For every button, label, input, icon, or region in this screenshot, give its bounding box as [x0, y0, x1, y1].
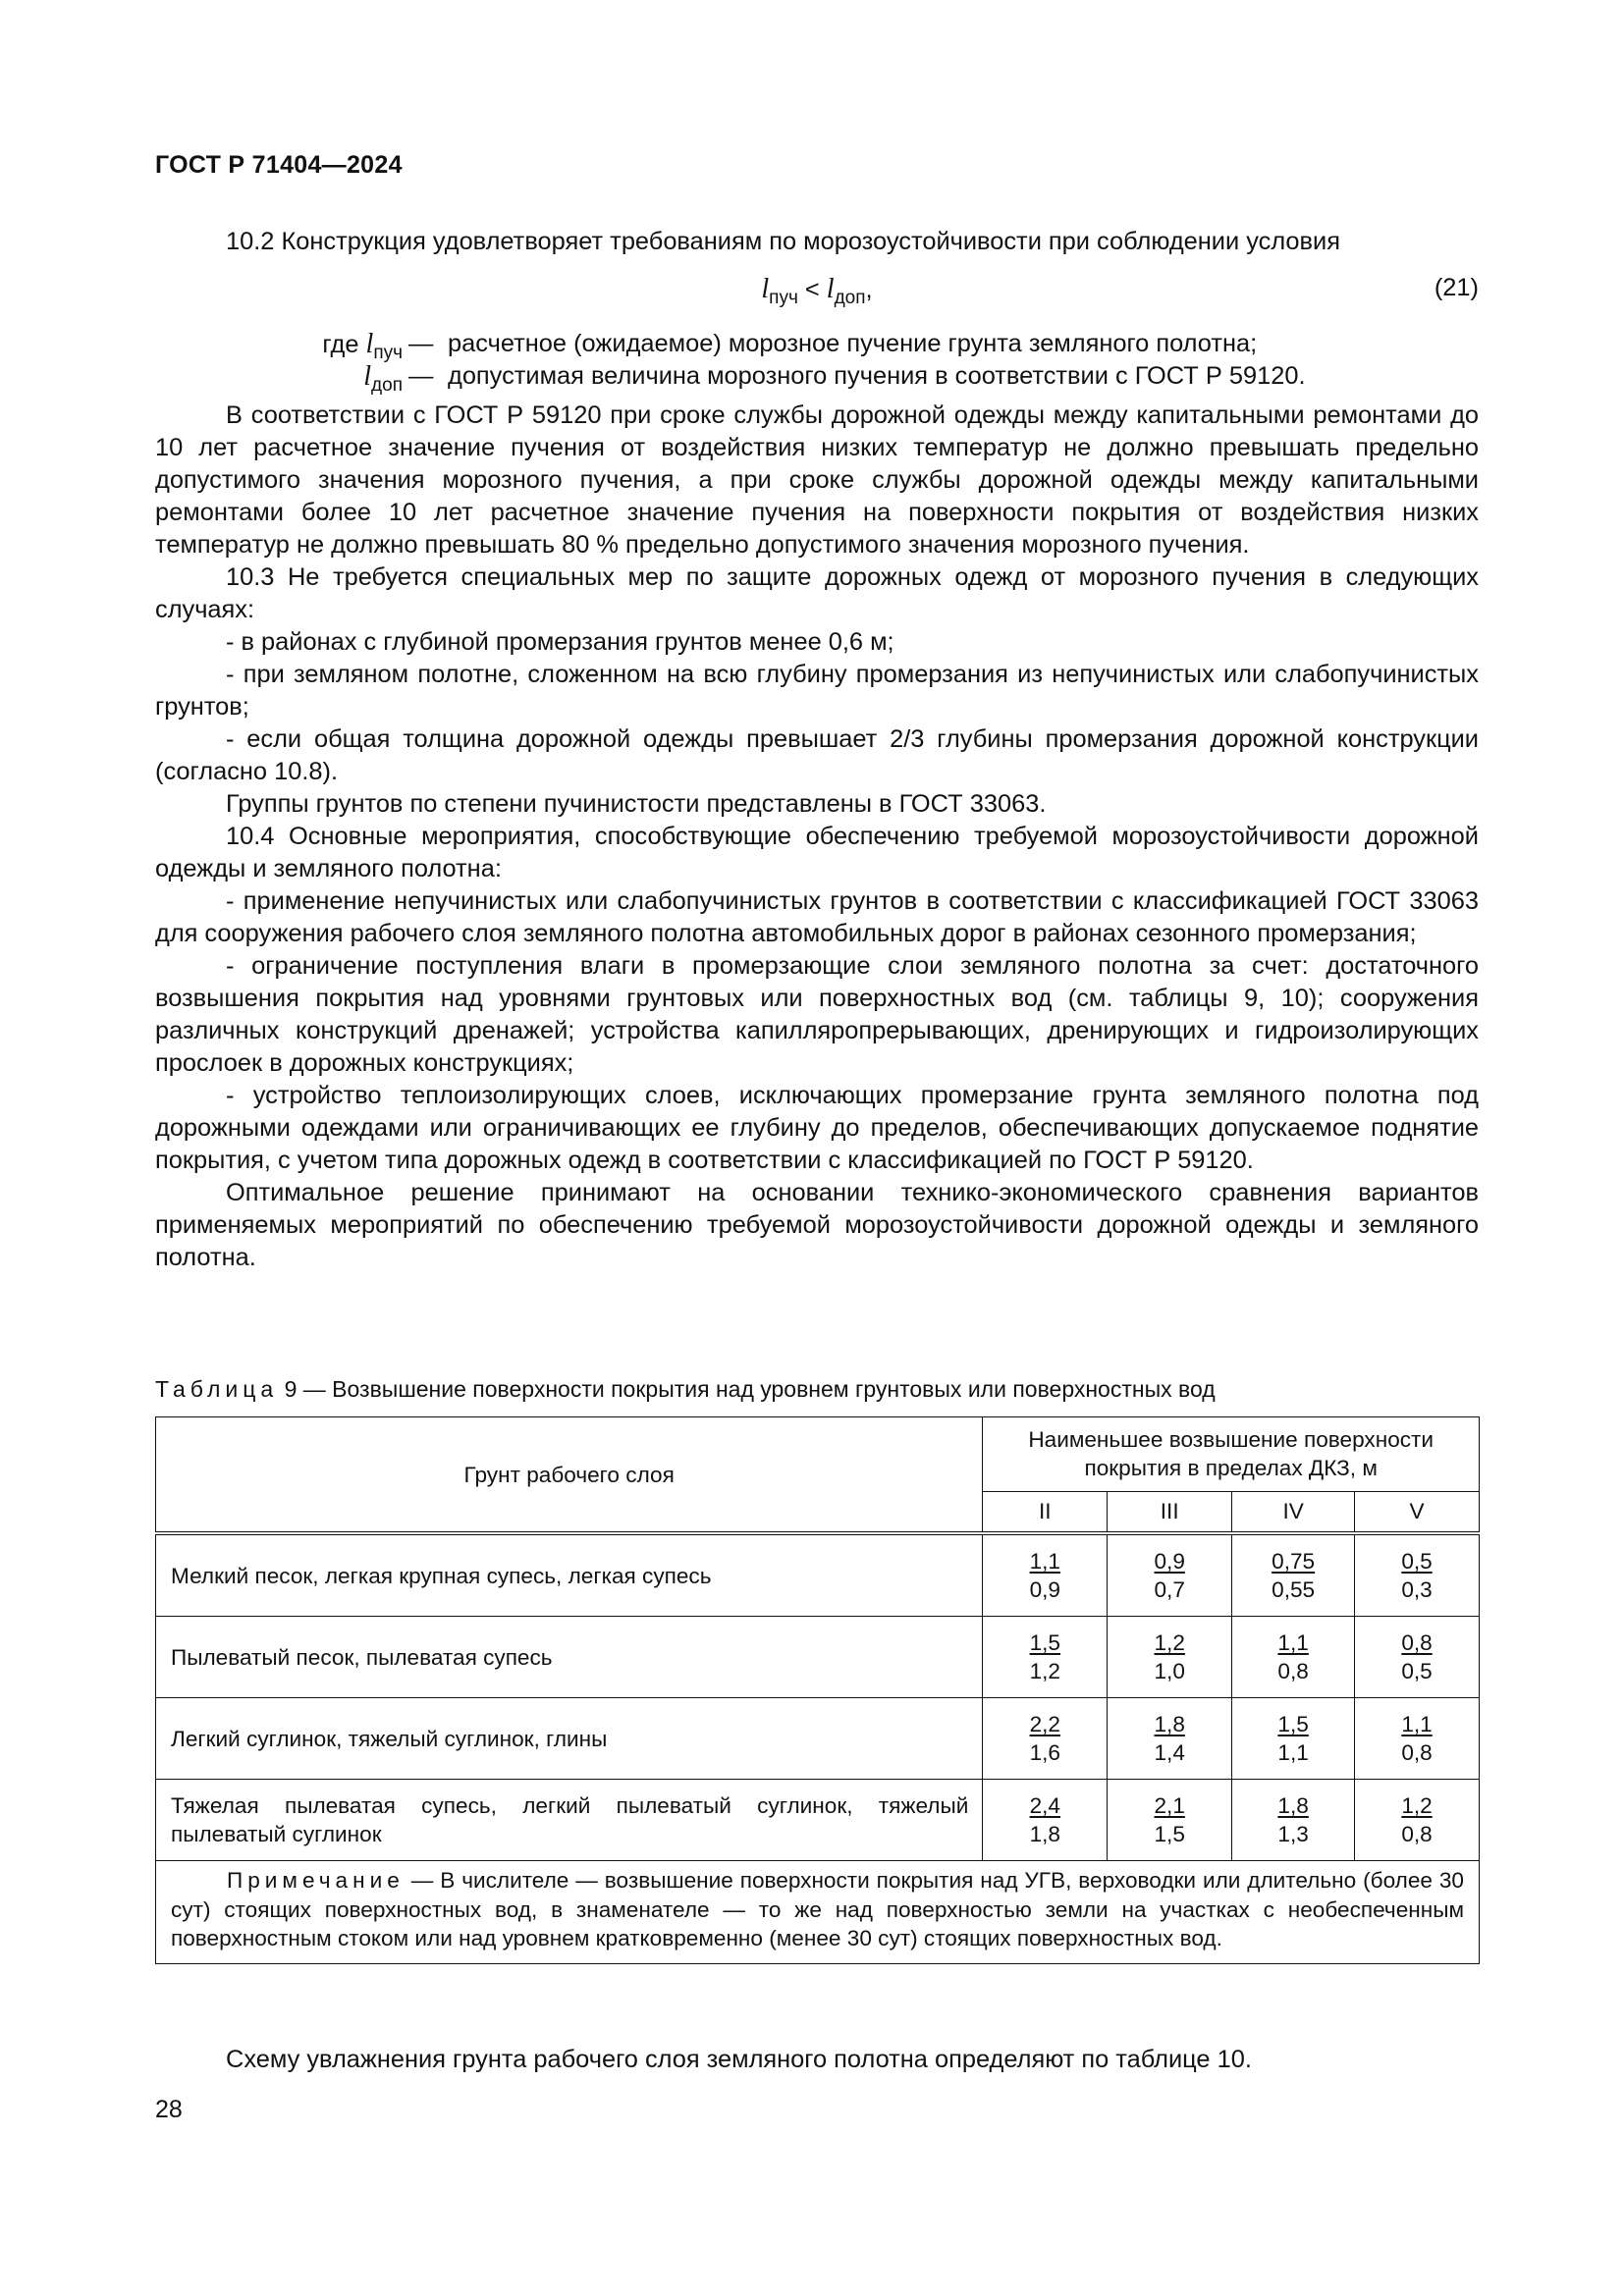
standard-header: ГОСТ Р 71404—2024	[155, 151, 403, 179]
value-cell	[983, 1698, 1108, 1780]
zone-header: V	[1355, 1491, 1480, 1533]
body-text	[155, 400, 1479, 1274]
col-soil-header: Грунт рабочего слоя	[156, 1417, 983, 1534]
list-item: - применение непучинистых или слабопучинистых грунтов в соответствии с классификацией ГОСТ 33063 для сооружения рабочего слоя земляного полотна автомобильных дорог в районах сезонного промерзания;	[155, 887, 1479, 947]
where-dash: —	[408, 362, 434, 390]
list-item: - в районах с глубиной промерзания грунтов менее 0,6 м;	[226, 628, 894, 656]
fraction	[1272, 1547, 1315, 1604]
where-dash: —	[408, 330, 434, 357]
value-cell	[983, 1780, 1108, 1861]
value-cell	[1232, 1698, 1355, 1780]
formula-number: (21)	[1434, 274, 1479, 301]
denominator: 1,2	[1029, 1659, 1060, 1683]
denominator: 0,8	[1401, 1822, 1433, 1846]
value-cell	[1108, 1617, 1232, 1698]
numerator: 1,1	[1277, 1630, 1309, 1655]
denominator: 0,8	[1401, 1740, 1433, 1765]
numerator: 0,75	[1272, 1549, 1316, 1574]
list-item: - ограничение поступления влаги в промерзающие слои земляного полотна за счет: достаточного возвышения покрытия над уровнями грунтовых или поверхностных вод (см. таблицы 9, 10); сооружения различных конструкций дренажей; устройства капилляропрерывающих, дренирующих и гидроизолирующих прослоек в дорожных конструкциях;	[155, 952, 1479, 1077]
numerator: 1,5	[1277, 1712, 1309, 1736]
where-description: расчетное (ожидаемое) морозное пучение грунта земляного полотна;	[448, 330, 1258, 357]
fraction	[1277, 1629, 1308, 1685]
denominator: 1,4	[1154, 1740, 1185, 1765]
value-cell	[1355, 1698, 1480, 1780]
numerator: 1,8	[1154, 1712, 1185, 1736]
value-cell	[983, 1617, 1108, 1698]
paragraph: Схему увлажнения грунта рабочего слоя земляного полотна определяют по таблице 10.	[226, 2046, 1252, 2073]
paragraph: 10.3 Не требуется специальных мер по защите дорожных одежд от морозного пучения в следующих случаях:	[155, 563, 1479, 623]
final-paragraph	[155, 2044, 1479, 2076]
table-9	[155, 1416, 1480, 1964]
note-label: Примечание	[227, 1868, 405, 1893]
where-subscript: пуч	[373, 343, 403, 363]
formula-relation: <	[797, 276, 827, 303]
where-prefix: где	[322, 331, 366, 358]
value-cell	[1355, 1617, 1480, 1698]
table-caption-word: Таблица	[155, 1376, 279, 1402]
note-text: — В числителе — возвышение поверхности покрытия над УГВ, верховодки или длительно (более 30 сут) стоящих поверхностных вод, в знаменателе — то же над поверхностью земли на участках с необеспеченным поверхностным стоком или над уровнем кратковременно (менее 30 сут) стоящих поверхностных вод.	[171, 1868, 1464, 1950]
paragraph: В соответствии с ГОСТ Р 59120 при сроке службы дорожной одежды между капитальными ремонтами до 10 лет расчетное значение пучения от воздействия низких температур не должно превышать предельно допустимого значения морозного пучения, а при сроке службы дорожной одежды между капитальными ремонтами более 10 лет расчетное значение пучения на поверхности покрытия от воздействия низких температур не должно превышать 80 % предельно допустимого значения морозного пучения.	[155, 401, 1479, 559]
denominator: 0,8	[1277, 1659, 1309, 1683]
denominator: 0,55	[1272, 1577, 1316, 1602]
value-cell	[1108, 1533, 1232, 1617]
fraction	[1401, 1710, 1432, 1767]
fraction	[1277, 1710, 1308, 1767]
numerator: 1,1	[1401, 1712, 1433, 1736]
fraction	[1154, 1629, 1184, 1685]
denominator: 1,3	[1277, 1822, 1309, 1846]
table-caption-text: 9 — Возвышение поверхности покрытия над уровнем грунтовых или поверхностных вод	[278, 1376, 1216, 1402]
table-caption	[155, 1376, 1216, 1403]
denominator: 0,5	[1401, 1659, 1433, 1683]
table-row	[156, 1698, 1480, 1780]
numerator: 1,8	[1277, 1793, 1309, 1818]
denominator: 0,9	[1029, 1577, 1060, 1602]
zone-header: IV	[1232, 1491, 1355, 1533]
table-note	[156, 1861, 1480, 1964]
where-subscript: доп	[371, 375, 403, 396]
fraction	[1030, 1710, 1060, 1767]
fraction	[1277, 1791, 1308, 1848]
table-row	[156, 1780, 1480, 1861]
fraction	[1154, 1710, 1184, 1767]
fraction	[1154, 1547, 1184, 1604]
page-number: 28	[155, 2096, 183, 2123]
where-list	[155, 328, 1479, 396]
soil-cell: Мелкий песок, легкая крупная супесь, легкая супесь	[156, 1533, 983, 1617]
fraction	[1030, 1629, 1060, 1685]
numerator: 0,5	[1401, 1549, 1433, 1574]
numerator: 2,2	[1029, 1712, 1060, 1736]
value-cell	[1355, 1780, 1480, 1861]
zone-header: II	[983, 1491, 1108, 1533]
numerator: 2,4	[1029, 1793, 1060, 1818]
table-row	[156, 1533, 1480, 1617]
numerator: 0,9	[1154, 1549, 1185, 1574]
denominator: 0,7	[1154, 1577, 1185, 1602]
fraction	[1030, 1547, 1060, 1604]
denominator: 0,3	[1401, 1577, 1433, 1602]
denominator: 1,1	[1277, 1740, 1309, 1765]
zone-header: III	[1108, 1491, 1232, 1533]
list-item: - если общая толщина дорожной одежды превышает 2/3 глубины промерзания дорожной конструкции (согласно 10.8).	[155, 725, 1479, 785]
numerator: 1,5	[1029, 1630, 1060, 1655]
fraction	[1030, 1791, 1060, 1848]
soil-cell: Пылеватый песок, пылеватая супесь	[156, 1617, 983, 1698]
table-row	[156, 1617, 1480, 1698]
table-header-row	[156, 1417, 1480, 1492]
value-cell	[1108, 1698, 1232, 1780]
list-item: - при земляном полотне, сложенном на всю глубину промерзания из непучинистых или слабопучинистых грунтов;	[155, 661, 1479, 721]
where-symbol: l	[365, 329, 374, 359]
numerator: 0,8	[1401, 1630, 1433, 1655]
where-description: допустимая величина морозного пучения в соответствии с ГОСТ Р 59120.	[448, 362, 1306, 390]
formula-expression	[155, 274, 1479, 309]
formula-tail: ,	[865, 276, 873, 303]
denominator: 1,6	[1029, 1740, 1060, 1765]
value-cell	[1355, 1533, 1480, 1617]
where-label	[363, 360, 403, 401]
value-cell	[983, 1533, 1108, 1617]
numerator: 2,1	[1154, 1793, 1185, 1818]
paragraph: Группы грунтов по степени пучинистости представлены в ГОСТ 33063.	[226, 790, 1047, 818]
section-10-2-intro	[155, 226, 1479, 258]
list-item: - устройство теплоизолирующих слоев, исключающих промерзание грунта земляного полотна под дорожными одеждами или ограничивающих ее глубину до пределов, обеспечивающих допускаемое поднятие покрытия, с учетом типа дорожных одежд в соответствии с классификацией по ГОСТ Р 59120.	[155, 1082, 1479, 1174]
paragraph: 10.4 Основные мероприятия, способствующие обеспечению требуемой морозоустойчивости дорожной одежды и земляного полотна:	[155, 823, 1479, 882]
where-symbol: l	[363, 361, 372, 392]
fraction	[1154, 1791, 1184, 1848]
table-note-row	[156, 1861, 1480, 1964]
fraction	[1401, 1629, 1432, 1685]
formula-symbol: l	[826, 274, 835, 304]
formula-symbol: l	[761, 274, 770, 304]
where-item	[155, 360, 1479, 396]
paragraph: Оптимальное решение принимают на основании технико-экономического сравнения вариантов применяемых мероприятий по обеспечению требуемой морозоустойчивости дорожной одежды и земляного полотна.	[155, 1179, 1479, 1271]
where-item	[155, 328, 1479, 363]
value-cell	[1232, 1617, 1355, 1698]
formula-subscript: доп	[834, 288, 866, 308]
fraction	[1401, 1791, 1432, 1848]
soil-cell: Легкий суглинок, тяжелый суглинок, глины	[156, 1698, 983, 1780]
paragraph: 10.2 Конструкция удовлетворяет требованиям по морозоустойчивости при соблюдении условия	[226, 228, 1340, 255]
formula-subscript: пуч	[769, 288, 798, 308]
col-group-header: Наименьшее возвышение поверхности покрытия в пределах ДКЗ, м	[983, 1417, 1480, 1492]
denominator: 1,5	[1154, 1822, 1185, 1846]
denominator: 1,8	[1029, 1822, 1060, 1846]
formula-21	[155, 274, 1479, 313]
numerator: 1,2	[1154, 1630, 1185, 1655]
fraction	[1401, 1547, 1432, 1604]
value-cell	[1232, 1533, 1355, 1617]
denominator: 1,0	[1154, 1659, 1185, 1683]
value-cell	[1232, 1780, 1355, 1861]
numerator: 1,1	[1029, 1549, 1060, 1574]
value-cell	[1108, 1780, 1232, 1861]
numerator: 1,2	[1401, 1793, 1433, 1818]
soil-cell: Тяжелая пылеватая супесь, легкий пылеватый суглинок, тяжелый пылеватый суглинок	[156, 1780, 983, 1861]
